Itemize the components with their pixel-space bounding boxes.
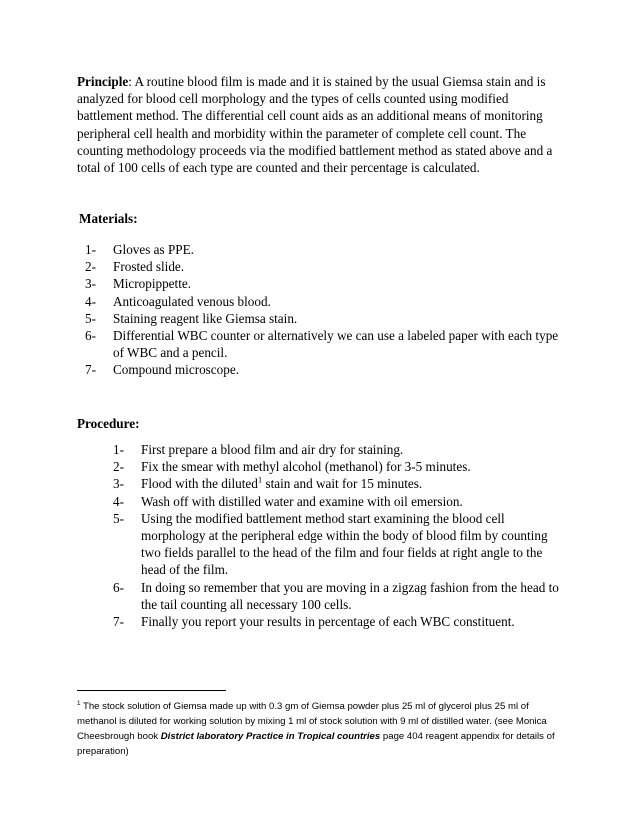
item-text: Fix the smear with methyl alcohol (methanol) for 3-5 minutes. xyxy=(141,459,471,475)
footnote-text-after: page 404 reagent appendix for details of preparation) xyxy=(77,731,555,757)
item-text: In doing so remember that you are moving in a zigzag fashion from the head to the tail counting all necessary 100 cells. xyxy=(141,579,559,612)
item-text: Micropippette. xyxy=(113,276,192,292)
list-item xyxy=(85,310,565,327)
footnote-book-title: District laboratory Practice in Tropical countries xyxy=(160,731,381,742)
list-item xyxy=(85,327,565,361)
footnote-reference: 1 xyxy=(257,475,263,486)
principle-label: Principle xyxy=(77,74,129,89)
item-number: 7- xyxy=(85,362,96,378)
item-number: 1- xyxy=(85,242,96,257)
footnote-separator xyxy=(77,690,226,691)
list-item xyxy=(113,441,565,458)
item-number: 1- xyxy=(113,442,124,457)
list-item xyxy=(85,258,565,275)
item-number: 4- xyxy=(113,493,124,509)
item-number: 5- xyxy=(85,310,96,326)
item-number: 3- xyxy=(85,276,96,292)
item-number: 6- xyxy=(85,328,96,344)
principle-text: : A routine blood film is made and it is stained by the usual Giemsa stain and is analyzed for blood cell morphology and the types of cells counted using modified battlement method. The differential cell count aids as an additional means of monitoring peripheral cell health and morbidity within the parameter of complete cell count. The counting methodology proceeds via the modified battlement method as stated above and a total of 100 cells of each type are counted and their percentage is calculated. xyxy=(77,74,553,176)
materials-list xyxy=(85,241,565,379)
item-text: Using the modified battlement method start examining the blood cell morphology at the peripheral edge within the body of blood film by counting two fields parallel to the head of the film and four fields at right angle to the head of the film. xyxy=(141,510,548,578)
item-number: 2- xyxy=(113,459,124,475)
list-item xyxy=(113,493,565,510)
item-number: 6- xyxy=(113,579,124,595)
list-item xyxy=(113,579,565,613)
materials-heading: Materials: xyxy=(79,211,138,226)
procedure-heading: Procedure: xyxy=(77,416,140,431)
item-number: 3- xyxy=(113,476,124,492)
item-number: 7- xyxy=(113,614,124,630)
list-item xyxy=(113,613,565,630)
item-text: Finally you report your results in percentage of each WBC constituent. xyxy=(141,614,515,630)
item-number: 4- xyxy=(85,293,96,309)
list-item xyxy=(85,293,565,310)
item-number: 5- xyxy=(113,510,124,526)
footnote-text-before: The stock solution of Giemsa made up with 0.3 gm of Giemsa powder plus 25 ml of glycerol plus 25 ml of methanol is diluted for working solution by mixing 1 ml of stock solution with 9 ml of distilled water. (see Monica Cheesbrough book xyxy=(77,701,547,742)
item-text: Compound microscope. xyxy=(113,362,239,378)
footnote-marker: 1 xyxy=(77,699,81,707)
item-text: Staining reagent like Giemsa stain. xyxy=(113,310,298,326)
item-text-before: Flood with the diluted xyxy=(141,476,258,492)
item-text: Wash off with distilled water and examine with oil emersion. xyxy=(141,493,463,509)
list-item xyxy=(85,361,565,378)
list-item xyxy=(113,458,565,475)
item-text: Gloves as PPE. xyxy=(113,242,194,257)
item-text-after: stain and wait for 15 minutes. xyxy=(262,476,423,492)
item-text: Frosted slide. xyxy=(113,259,185,275)
list-item xyxy=(85,275,565,292)
list-item xyxy=(85,241,565,258)
item-text: Differential WBC counter or alternatively we can use a labeled paper with each type of WBC and a pencil. xyxy=(113,328,559,361)
procedure-list xyxy=(113,441,565,630)
item-text: Anticoagulated venous blood. xyxy=(113,293,271,309)
item-number: 2- xyxy=(85,259,96,275)
footnote xyxy=(77,699,567,759)
item-text: First prepare a blood film and air dry for staining. xyxy=(141,442,404,457)
list-item xyxy=(113,510,565,579)
list-item xyxy=(113,475,565,492)
principle-paragraph xyxy=(77,73,565,176)
